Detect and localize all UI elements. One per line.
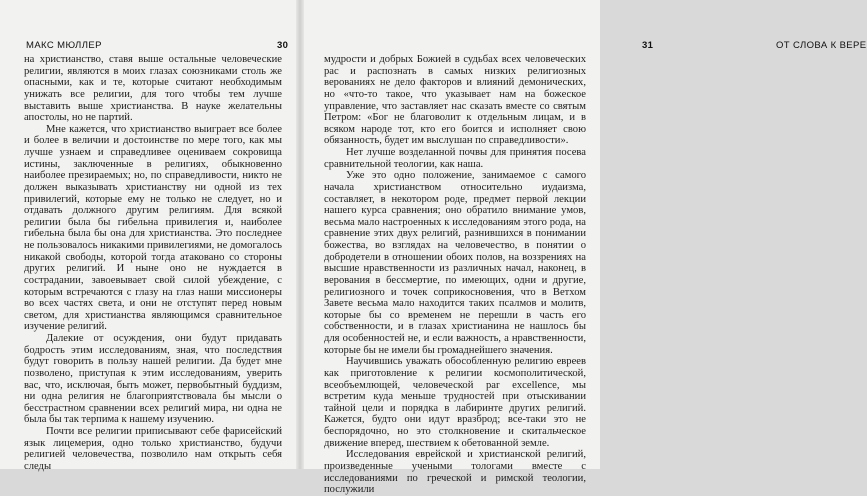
right-page-body	[324, 54, 586, 496]
paragraph: Уже это одно положение, занимаемое с самого начала христианством относительно иудаизма, составляет, в некотором роде, предмет первой лекции нашего курса сравнения; оно обратило внимание умов, весьма мало настроенных к исследованиям этого рода, на сравнение этих двух религий, разнившихся в понимании божества, во взглядах на человечество, в понятии о добродетели в отношении обоих полов, на воззрениях на высшие нравственности из различных начал, наконец, в верования в бессмертие, по имеющих, одни и другие, религиозного и точек соприкосновения, что в Ветхом Завете весьма мало находится таких псалмов и молитв, которые бы со временем не перешли в часть его собственности, и в глазах христианина не нашлось бы для особенностей не, и если важность, а нравственности, которые бы не имели бы громаднейшего значения.	[324, 170, 586, 356]
running-head-author: МАКС МЮЛЛЕР	[26, 40, 102, 51]
left-page	[0, 0, 296, 472]
left-page-body	[24, 54, 282, 473]
running-head-title: ОТ СЛОВА К ВЕРЕ	[776, 40, 867, 51]
paragraph: Почти все религии приписывают себе фарисейский язык лицемерия, одно только христианство, будучи религией человечества, позволило нам открыть себя следы	[24, 426, 282, 472]
book-gutter	[296, 0, 304, 469]
paragraph: на христианство, ставя выше остальные человеческие религии, являются в моих глазах союзниками столь же опасными, как и те, которые считают необходимым унижать все религии, для того чтобы тем лучше выставить выше христианства. В науке желательны апостолы, но не партий.	[24, 54, 282, 124]
paragraph: Исследования еврейской и христианской религий, произведенные учеными тологами вместе с исследованиями по греческой и римской теологии, послужили	[324, 449, 586, 496]
paragraph: Нет лучше возделанной почвы для принятия посева сравнительной теологии, как наша.	[324, 147, 586, 170]
page-number-left: 30	[277, 40, 289, 51]
paragraph: мудрости и добрых Божией в судьбах всех человеческих рас и распознать в самых низких религиозных верованиях не дело факторов и влияний демонических, но «что-то такое, что указывает нам на божеское управление, что заставляет нас сказать вместе со святым Петром: «Бог не благоволит к отдельным лицам, и в всяком народе тот, кто его боится и исполняет свою обязанность, будет им выслушан по справедливости».	[324, 54, 586, 147]
paragraph: Далекие от осуждения, они будут придавать бодрость этим исследованиям, зная, что последствия будут говорить в пользу нашей религии. Да будет мне позволено, приступая к этим исследованиям, уверить вас, что, исключая, быть может, первобытный буддизм, ни одна религия не благоприятствовала бы мысли о бесстрастном сравнении всех религий мира, ни одна не была бы так терпима к нашему изучению.	[24, 333, 282, 426]
paragraph: Мне кажется, что христианство выиграет все более и более в величии и достоинстве по мере того, как мы лучше узнаем и справедливее оцениваем сокровища истины, заключенные в религиях, обыкновенно наиболее презираемых; но, по справедливости, никто не должен выказывать христианству ни одной из тех привилегий, которые ему не только не следует, но и отдавать должного другим религиям. Для всякой религии была бы гибельна привилегия и, наиболее гибельна была бы она для христианства. Это последнее не пользовалось никакими привилегиями, не домогалось никакой свободы, которой тогда атаковано со стороны других религий. И ныне оно не нуждается в сострадании, завоевывает свой силой убеждение, с которым встречаются с глазу на глаз наши миссионеры во всех частях света, и они не отступят перед новым светом, для христианства являющимся сравнительное изучение религий.	[24, 123, 282, 333]
paragraph: Научившись уважать обособленную религию евреев как приготовление к религии космополитической, всеобъемлющей, человеческой par excellence, мы встретим куда меньше трудностей при отыскивании тайной цели и порядка в лабиринте других религий. Кажется, будто они идут вразброд; все-таки это не беспорядочно, но это столкновение и скитальческое движение вперед, шествием к обетованной земле.	[324, 356, 586, 449]
right-page	[304, 0, 867, 496]
page-number-right: 31	[642, 40, 654, 51]
